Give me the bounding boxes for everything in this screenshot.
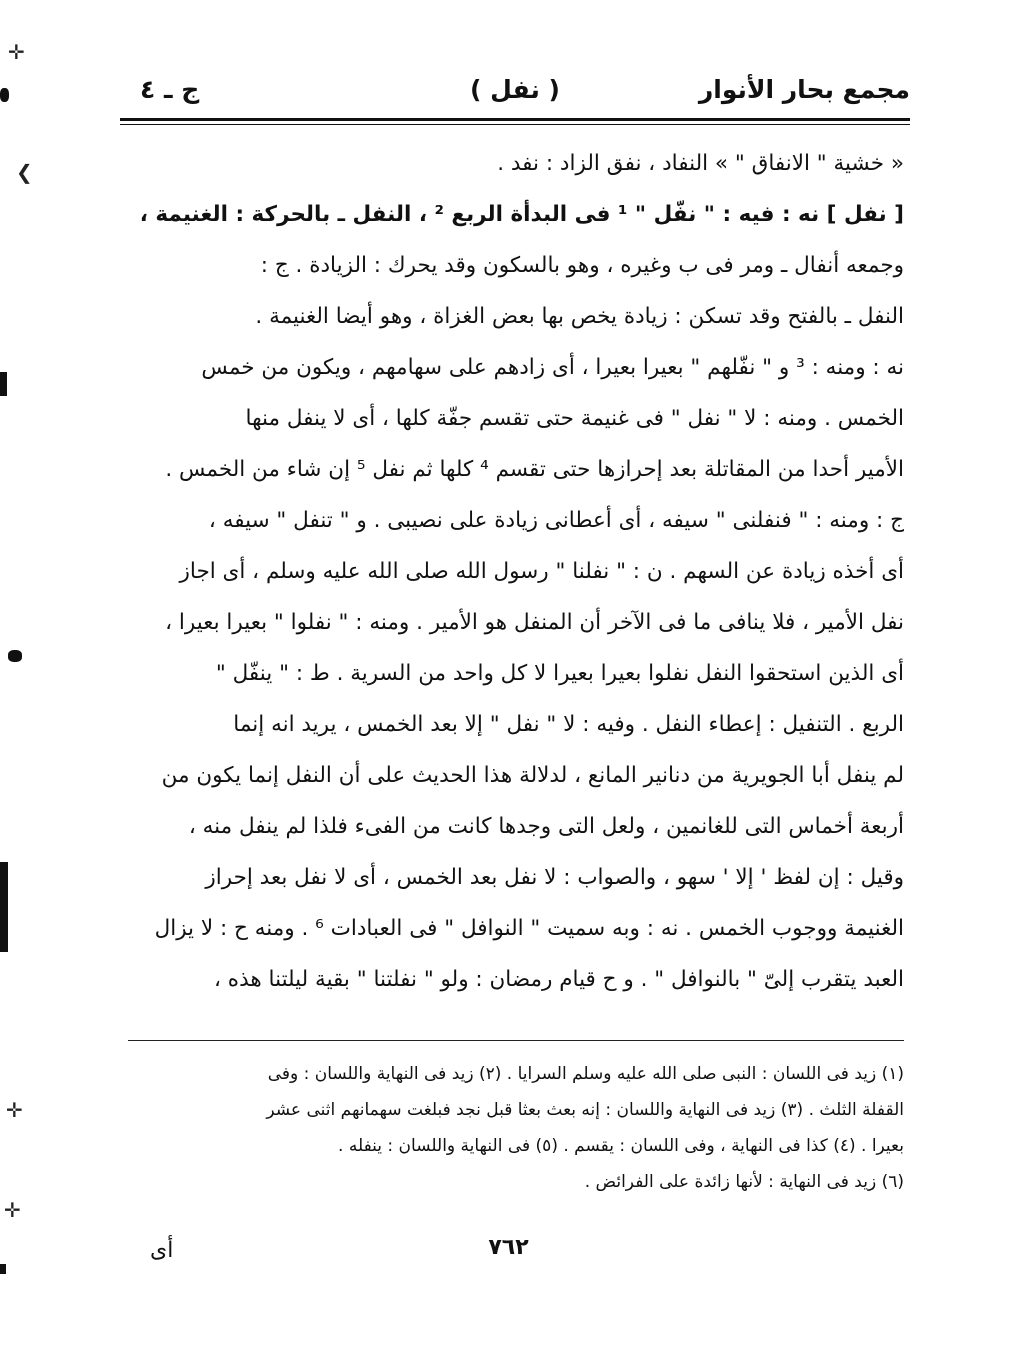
catchword: أى xyxy=(150,1238,174,1263)
text-line: الأمير أحدا من المقاتلة بعد إحرازها حتى تقسم ⁴ كلها ثم نفل ⁵ إن شاء من الخمس . xyxy=(165,457,904,482)
header-rule-thin xyxy=(120,124,910,125)
footnote-line: القفلة الثلث . (٣) زيد فى النهاية واللسان : إنه بعث بعثا قبل نجد فبلغت سهمانهم اثنى عشر xyxy=(266,1100,904,1120)
text-line: « خشية " الانفاق " » النفاد ، نفق الزاد : نفد . xyxy=(497,151,904,176)
text-line: الربع . التنفيل : إعطاء النفل . وفيه : لا " نفل " إلا بعد الخمس ، يريد انه إنما xyxy=(233,712,904,737)
footnote-line: (٦) زيد فى النهاية : لأنها زائدة على الفرائض . xyxy=(584,1172,904,1192)
margin-mark-cross: ✛ xyxy=(8,40,25,64)
text-line: الغنيمة ووجوب الخمس . نه : وبه سميت " النوافل " فى العبادات ⁶ . ومنه ح : لا يزال xyxy=(154,916,904,941)
text-line: أى الذين استحقوا النفل نفلوا بعيرا بعيرا لا كل واحد من السرية . ط : " ينفّل " xyxy=(215,661,904,686)
footnotes xyxy=(128,1056,904,1200)
margin-mark-stroke: ❮ xyxy=(16,160,33,184)
text-line: [ نفل ] نه : فيه : " نفّل " ¹ فى البدأة الربع ² ، النفل ـ بالحركة : الغنيمة ، xyxy=(139,202,904,227)
text-line: النفل ـ بالفتح وقد تسكن : زيادة يخص بها بعض الغزاة ، وهو أيضا الغنيمة . xyxy=(255,304,904,329)
text-line: أربعة أخماس التى للغانمين ، ولعل التى وجدها كانت من الفىء فلذا لم ينفل منه ، xyxy=(188,814,904,839)
book-title: مجمع بحار الأنوار xyxy=(698,75,910,104)
volume-number: ج ـ ٤ xyxy=(140,75,200,104)
margin-mark-cross: ✛ xyxy=(4,1198,21,1222)
text-line: العبد يتقرب إلىّ " بالنوافل " . و ح قيام رمضان : ولو " نفلتنا " بقية ليلتنا هذه ، xyxy=(214,967,904,992)
text-line: نفل الأمير ، فلا ينافى ما فى الآخر أن المنفل هو الأمير . ومنه : " نفلوا " بعيرا بعيرا ، xyxy=(165,610,904,635)
header-rule-thick xyxy=(120,118,910,121)
footnote-line: (١) زيد فى اللسان : النبى صلى الله عليه وسلم السرايا . (٢) زيد فى النهاية واللسان : وفى xyxy=(267,1064,904,1084)
text-line: لم ينفل أبا الجويرية من دنانير المانع ، لدلالة هذا الحديث على أن النفل إنما يكون من xyxy=(161,763,904,788)
margin-mark-blot xyxy=(0,1264,6,1274)
footnote-line: بعيرا . (٤) كذا فى النهاية ، وفى اللسان : يقسم . (٥) فى النهاية واللسان : ينفله . xyxy=(338,1136,904,1156)
margin-mark-blot xyxy=(0,372,7,396)
text-line: الخمس . ومنه : لا " نفل " فى غنيمة حتى تقسم جفّة كلها ، أى لا ينفل منها xyxy=(245,406,904,431)
running-header xyxy=(120,70,910,114)
margin-mark-bar xyxy=(0,862,8,952)
text-line: نه : ومنه : ³ و " نفّلهم " بعيرا بعيرا ، أى زادهم على سهامهم ، ويكون من خمس xyxy=(201,355,904,380)
text-line: وجمعه أنفال ـ ومر فى ب وغيره ، وهو بالسكون وقد يحرك : الزيادة . ج : xyxy=(260,253,904,278)
text-line: ج : ومنه : " فنفلنى " سيفه ، أى أعطانى زيادة على نصيبى . و " تنفل " سيفه ، xyxy=(208,508,904,533)
main-text xyxy=(128,138,904,1005)
margin-mark-blot xyxy=(8,650,22,662)
margin-mark-cross: ✛ xyxy=(6,1098,23,1122)
page-number: ٧٦٢ xyxy=(488,1235,529,1260)
text-line: وقيل : إن لفظ ' إلا ' سهو ، والصواب : لا نفل بعد الخمس ، أى لا نفل بعد إحراز xyxy=(205,865,904,890)
text-line: أى أخذه زيادة عن السهم . ن : " نفلنا " رسول الله صلى الله عليه وسلم ، أى اجاز xyxy=(179,559,904,584)
footnote-separator xyxy=(128,1040,904,1041)
margin-mark-blot xyxy=(0,88,9,102)
entry-word: ( نفل ) xyxy=(470,75,560,104)
